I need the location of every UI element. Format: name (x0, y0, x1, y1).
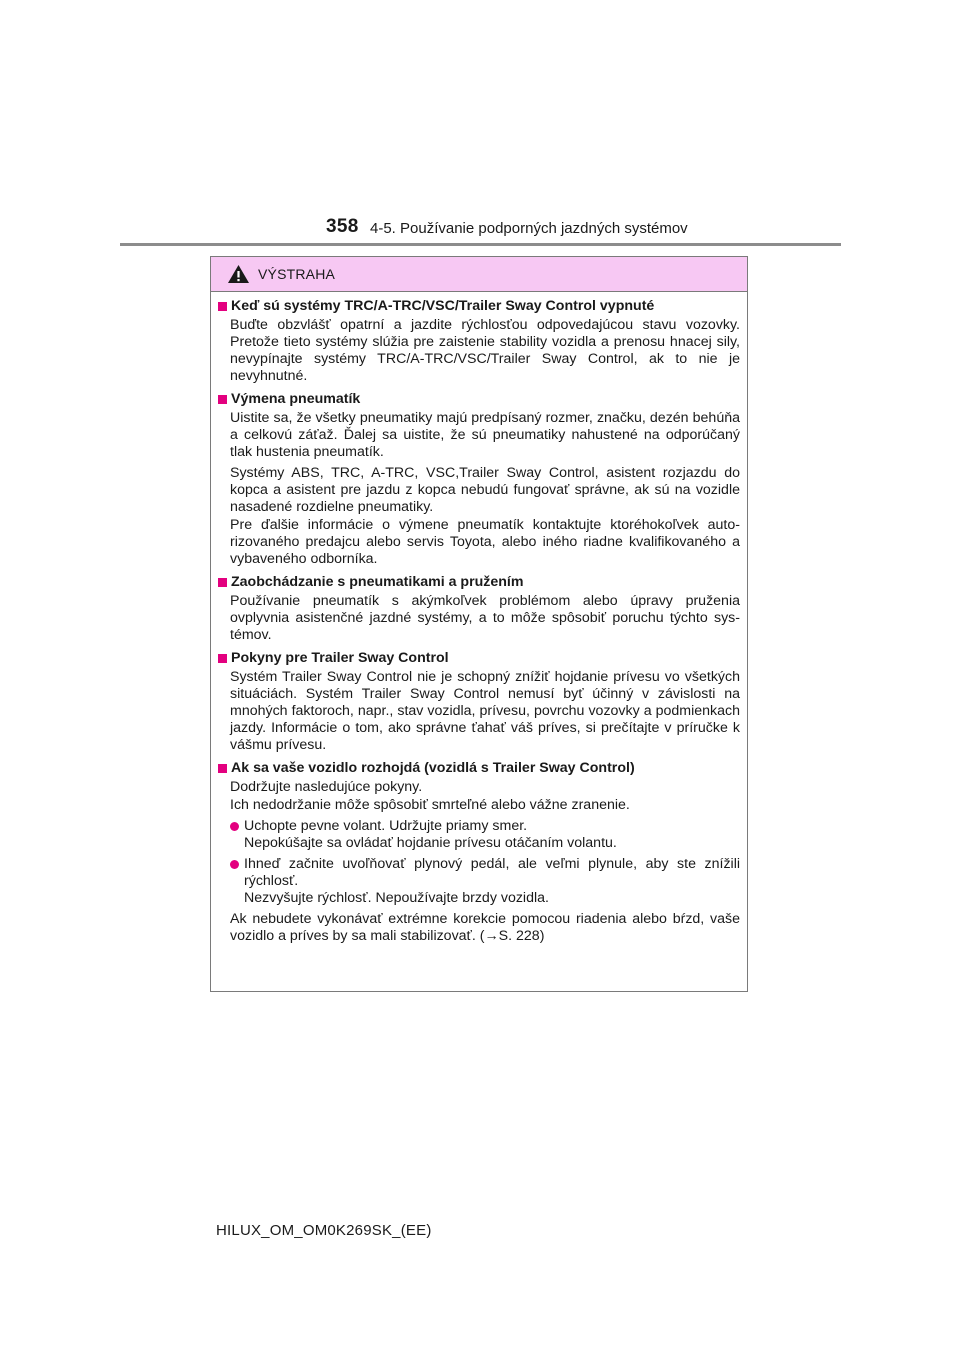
circle-bullet-icon (230, 860, 239, 869)
warning-triangle-icon (227, 264, 250, 284)
bullet-line: Nezvyšujte rýchlosť. Nepoužívajte brzdy vozidla. (244, 890, 549, 906)
warning-body (211, 292, 747, 945)
warning-box (210, 256, 748, 992)
warning-item-trc-off (218, 298, 740, 385)
square-bullet-icon (218, 654, 227, 663)
square-bullet-icon (218, 395, 227, 404)
item-paragraph: Buďte obzvlášť opatrní a jazdite rýchlosťou odpovedajúcou stavu vozovky. Pretože tieto systémy slúžia pre zaistenie stability vozidla a prenosu hnacej sily, nevypínajte systémy TRC/A-TRC/VSC/Trailer Sway Control, ak to nie je nevyhnutné. (230, 317, 740, 384)
warning-title: VÝSTRAHA (258, 266, 336, 282)
item-paragraph: Systémy ABS, TRC, A-TRC, VSC,Trailer Sway Control, asistent rozjazdu do kopca a asistent pre jazdu z kopca nebudú fungovať správne, ak sú na vozidle nasadené rozdielne pneumatiky. (230, 465, 740, 515)
item-intro: Dodržujte nasledujúce pokyny. (230, 779, 423, 795)
item-heading: Keď sú systémy TRC/A-TRC/VSC/Trailer Sway Control vypnuté (231, 298, 655, 314)
item-paragraph: Pre ďalšie informácie o výmene pneumatík kontaktujte ktoréhokoľvek autorizovaného predajcu alebo servis Toyota, alebo iného riadne kvalifikovaného a vybaveného odborníka. (230, 517, 740, 567)
page-number: 358 (326, 216, 359, 237)
warning-item-tire-replacement (218, 391, 740, 568)
header-divider (120, 243, 841, 246)
item-closing: Ak nebudete vykonávať extrémne korekcie pomocou riadenia alebo bŕzd, vaše vozidlo a príves by sa mali stabilizovať. (→S. 228) (230, 911, 740, 944)
list-item (218, 856, 740, 907)
warning-item-vehicle-sway (218, 760, 740, 945)
warning-header (211, 257, 747, 292)
square-bullet-icon (218, 764, 227, 773)
warning-item-trailer-sway (218, 650, 740, 754)
footer-document-code: HILUX_OM_OM0K269SK_(EE) (216, 1222, 432, 1239)
item-heading: Pokyny pre Trailer Sway Control (231, 650, 449, 666)
square-bullet-icon (218, 302, 227, 311)
item-heading: Ak sa vaše vozidlo rozhojdá (vozidlá s Trailer Sway Control) (231, 760, 635, 776)
bullet-line: Nepokúšajte sa ovládať hojdanie prívesu otáčaním volantu. (244, 835, 617, 851)
item-paragraph: Používanie pneumatík s akýmkoľvek problémom alebo úpravy pruženia ovplyvnia asistenčné jazdné systémy, a to môže spôsobiť poruchu týchto systémov. (230, 593, 740, 643)
square-bullet-icon (218, 578, 227, 587)
circle-bullet-icon (230, 822, 239, 831)
item-paragraph: Uistite sa, že všetky pneumatiky majú predpísaný rozmer, značku, dezén behúňa a celkovú záťaž. Ďalej sa uistite, že sú pneumatiky nahustené na odporúčaný tlak hustenia pneumatík. (230, 410, 740, 460)
item-heading: Výmena pneumatík (231, 391, 361, 407)
bullet-line: Uchopte pevne volant. Udržujte priamy smer. (244, 818, 528, 834)
item-intro: Ich nedodržanie môže spôsobiť smrteľné alebo vážne zranenie. (230, 797, 630, 813)
list-item (218, 818, 740, 852)
item-paragraph: Systém Trailer Sway Control nie je schopný znížiť hojdanie prívesu vo všetkých situáciách. Systém Trailer Sway Control nemusí byť účinný v závislosti na mnohých faktoroch, napr., stav vozidla, prívesu, povrchu vozovky a podmienkach jazdy. Informácie o tom, ako správne ťahať váš príves, si prečítajte v príručke k vášmu prívesu. (230, 669, 740, 753)
bullet-line: Ihneď začnite uvoľňovať plynový pedál, ale veľmi plynule, aby ste znížili rýchlosť. (244, 856, 740, 889)
section-title: 4-5. Používanie podporných jazdných systémov (370, 220, 688, 237)
warning-item-tire-suspension (218, 574, 740, 644)
item-heading: Zaobchádzanie s pneumatikami a pružením (231, 574, 524, 590)
